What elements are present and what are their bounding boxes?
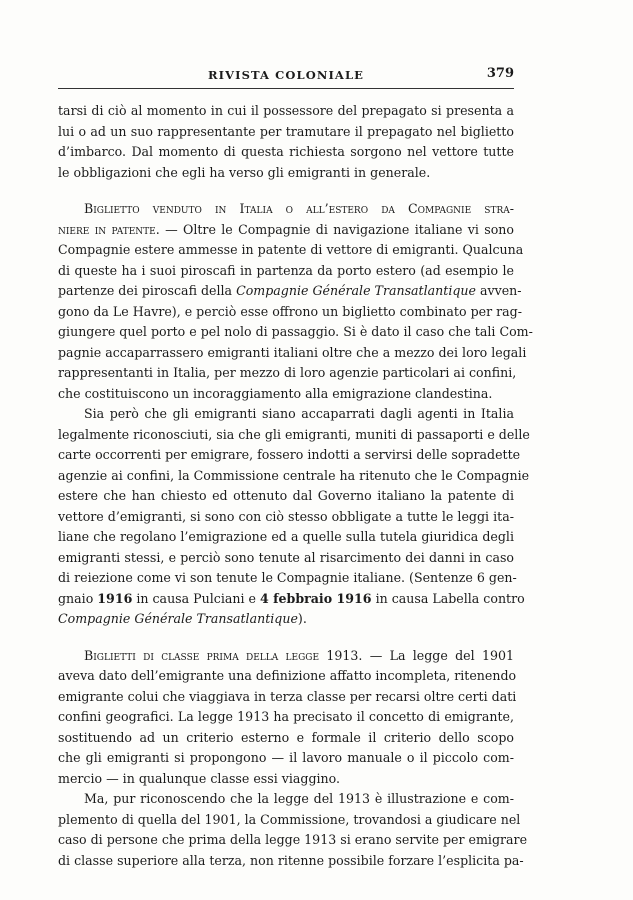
text-fragment: — La legge del 1901 [362,647,514,663]
text-line: vettore d’emigranti, si sono con ciò stesso obbligate a tutte le leggi ita- [58,508,514,524]
text-line: legalmente riconosciuti, sia che gli emigranti, muniti di passaporti e delle [58,426,530,442]
page-number: 379 [486,66,514,81]
text-line: che gli emigranti si propongono — il lavoro manuale o il piccolo com- [58,750,514,765]
text-line: confini geografici. La legge 1913 ha precisato il concetto di emigrante, [58,709,514,724]
text-line: aveva dato dell’emigrante una definizione affatto incompleta, ritenendo [58,668,517,683]
text-fragment: in causa Pulciani e [132,590,260,606]
text-fragment: avven- [475,283,522,298]
text-line: mercio — in qualunque classe essi viaggino. [58,770,341,786]
section-heading-cont: niere in patente. [58,221,160,237]
text-line: di classe superiore alla terza, non ritenne possibile forzare l’esplicita pa- [58,852,524,868]
text-line: gono da Le Havre), e perciò esse offrono un biglietto combinato per rag- [58,303,522,319]
text-line: rappresentanti in Italia, per mezzo di loro agenzie particolari ai confini, [58,365,517,380]
company-name: Compagnie Générale Transatlantique [58,611,298,626]
text-line: d’imbarco. Dal momento di questa richiesta sorgono nel vettore tutte [58,144,514,159]
text-line: liane che regolano l’emigrazione ed a quelle sulla tutela giuridica degli [58,529,514,544]
text-line: Sia però che gli emigranti siano accaparrati dagli agenti in Italia [84,406,514,421]
text-line [58,220,514,241]
text-line: estere che han chiesto ed ottenuto dal Governo italiano la patente di [58,488,514,503]
journal-title: RIVISTA COLONIALE [207,68,365,82]
heading-year: 1913. [319,647,363,663]
body-text [58,101,533,871]
text-line: Compagnie estere ammesse in patente di vettore di emigranti. Qualcuna [58,242,524,257]
date-bold: 4 febbraio 1916 [259,590,372,606]
paragraph-gap [58,630,514,646]
text-line: pagnie accaparrassero emigranti italiani oltre che a mezzo dei loro legali [58,344,527,360]
date-bold: 1916 [97,590,133,606]
text-fragment: gnaio [58,590,98,606]
text-line: Ma, pur riconoscendo che la legge del 1913 è illustrazione e com- [84,791,514,806]
running-header [58,68,514,88]
text-line: di reiezione come vi son tenute le Compagnie italiane. (Sentenze 6 gen- [58,570,517,585]
company-name: Compagnie Générale Transatlantique [236,283,476,298]
section-heading: Biglietto venduto in Italia o all’estero da Compagnie stra- [84,201,514,216]
text-line: sostituendo ad un criterio esterno e formale il criterio dello scopo [58,729,514,745]
text-fragment: — Oltre le Compagnie di navigazione italiane vi sono [159,221,514,237]
text-fragment: ). [297,611,307,626]
header-divider [58,88,514,89]
text-line: le obbligazioni che egli ha verso gli emigranti in generale. [58,164,431,180]
paragraph-gap [58,183,514,199]
text-line: giungere quel porto e pel nolo di passaggio. Si è dato il caso che tali Com- [58,324,533,339]
text-line: tarsi di ciò al momento in cui il possessore del prepagato si presenta a [58,103,514,118]
text-line: lui o ad un suo rappresentante per tramutare il prepagato nel biglietto [58,123,514,139]
text-line [58,609,514,630]
text-fragment: in causa Labella contro [371,590,525,606]
text-line [58,646,514,667]
text-line: agenzie ai confini, la Commissione centrale ha ritenuto che le Compagnie [58,467,530,483]
text-line [58,281,522,302]
text-line: emigrante colui che viaggiava in terza classe per recarsi oltre certi dati [58,688,517,704]
text-line: caso di persone che prima della legge 1913 si erano servite per emigrare [58,832,528,847]
text-line: di queste ha i suoi piroscafi in partenza da porto estero (ad esempio le [58,262,514,278]
text-line [58,589,525,610]
text-fragment: partenze dei piroscafi della [58,283,237,298]
section-heading: Biglietti di classe prima della legge [84,647,320,663]
text-line: che costituiscono un incoraggiamento alla emigrazione clandestina. [58,385,493,401]
text-line: plemento di quella del 1901, la Commissione, trovandosi a giudicare nel [58,811,521,827]
text-line: carte occorrenti per emigrare, fossero indotti a servirsi delle sopradette [58,447,521,462]
text-line: emigranti stessi, e perciò sono tenute al risarcimento dei danni in caso [58,549,514,565]
